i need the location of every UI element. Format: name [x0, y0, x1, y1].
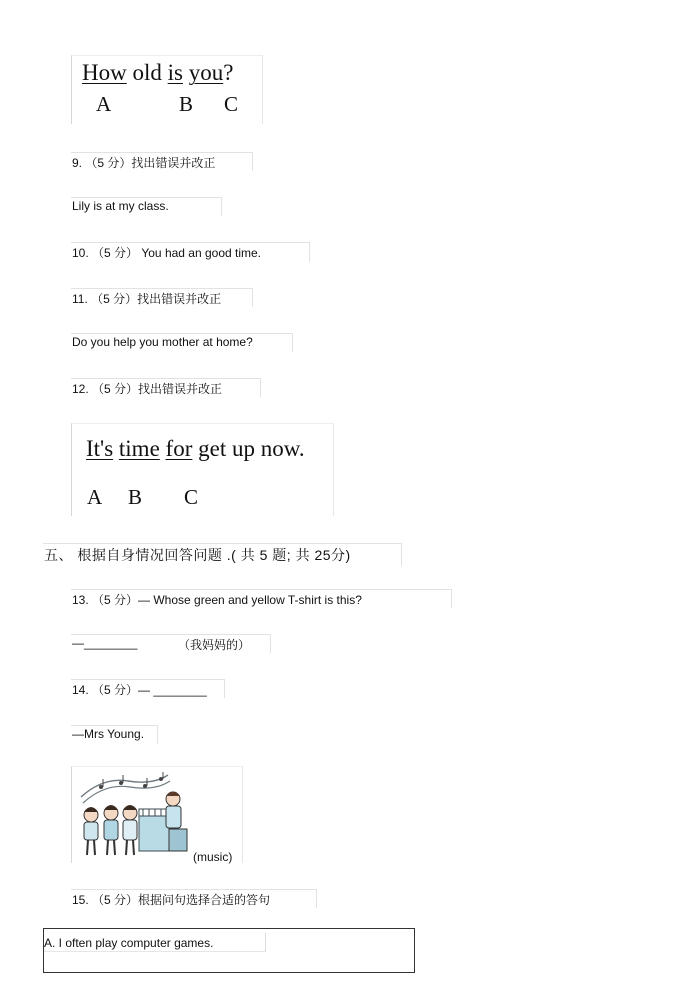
children-music-illustration: [73, 769, 195, 861]
q12-header: 12. （5 分）找出错误并改正: [72, 382, 223, 396]
q15-option-a: A. I often play computer games.: [44, 936, 214, 950]
q13-answer-blank: —________: [72, 636, 138, 650]
q8-sentence: [82, 60, 233, 86]
q12-label-a: A: [87, 485, 103, 509]
q11-header: 11. （5 分）找出错误并改正: [72, 292, 222, 306]
q8-sentence-figure: [71, 55, 263, 124]
q13-hint: （我妈妈的）: [178, 638, 251, 652]
illustration-caption: (music): [193, 850, 233, 864]
q11-sentence: Do you help you mother at home?: [72, 335, 253, 349]
q8-question-mark: ?: [223, 60, 234, 85]
q14-answer: —Mrs Young.: [72, 727, 145, 741]
q12-word-a: It's: [86, 436, 114, 461]
q12-sentence: [86, 436, 305, 462]
q8-word-a: How: [82, 60, 127, 85]
q13-header: 13. （5 分）— Whose green and yellow T-shirt is this?: [72, 593, 362, 607]
q12-sentence-figure: [71, 423, 334, 516]
q15-header: 15. （5 分）根据问句选择合适的答句: [72, 893, 271, 907]
q14-header: 14. （5 分）— ________: [72, 683, 207, 697]
q8-word-b: is: [167, 60, 183, 85]
q12-word-c: for: [165, 436, 193, 461]
q8-word-c: you: [188, 60, 224, 85]
section5-title: 五、 根据自身情况回答问题 .( 共 5 题; 共 25分): [44, 547, 351, 563]
music-illustration-box: [71, 766, 243, 863]
q8-label-a: A: [96, 92, 112, 116]
q9-header: 9. （5 分）找出错误并改正: [72, 156, 216, 170]
q12-label-b: B: [128, 485, 143, 509]
q8-label-c: C: [224, 92, 239, 116]
q12-word: get up now.: [198, 436, 305, 461]
q9-sentence: Lily is at my class.: [72, 199, 169, 213]
q10-header: 10. （5 分） You had an good time.: [72, 246, 262, 260]
q8-label-b: B: [179, 92, 194, 116]
q8-word: old: [132, 60, 162, 85]
q12-label-c: C: [184, 485, 199, 509]
q12-word-b: time: [118, 436, 160, 461]
